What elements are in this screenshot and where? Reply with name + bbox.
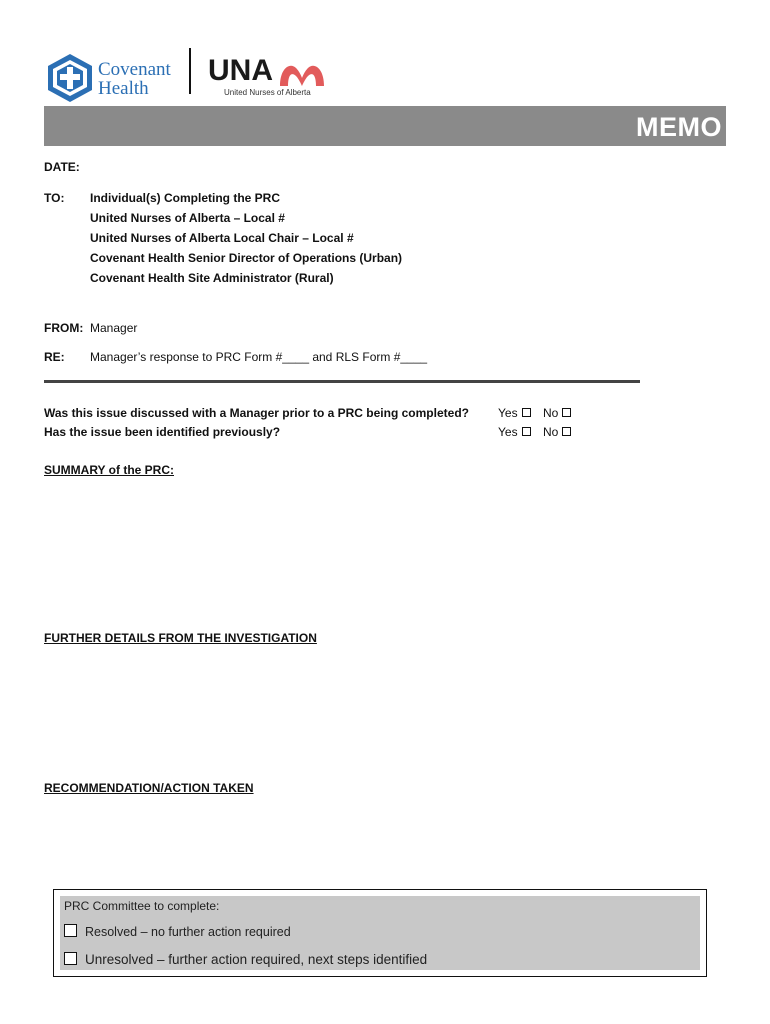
date-label: DATE:: [44, 160, 80, 174]
committee-option-unresolved[interactable]: [64, 952, 427, 967]
memo-banner: [44, 106, 726, 146]
to-recipient: United Nurses of Alberta – Local #: [90, 211, 285, 225]
to-recipient: Covenant Health Site Administrator (Rural): [90, 271, 334, 285]
committee-box: [53, 889, 707, 977]
no-label: No: [543, 406, 559, 420]
question-identified: Has the issue been identified previously?: [44, 425, 281, 439]
no-label: No: [543, 425, 559, 439]
memo-title: MEMO: [636, 112, 722, 142]
to-label: TO:: [44, 191, 65, 205]
una-wordmark: UNA: [208, 54, 273, 87]
logo-divider: [189, 48, 191, 94]
committee-heading: PRC Committee to complete:: [64, 899, 220, 913]
covenant-line2: Health: [98, 78, 149, 99]
horizontal-rule: [44, 380, 640, 383]
question-identified-no[interactable]: [543, 425, 571, 439]
yes-label: Yes: [498, 406, 518, 420]
una-heart-icon: [278, 58, 326, 88]
checkbox-icon[interactable]: [64, 924, 77, 937]
checkbox-icon[interactable]: [522, 427, 531, 436]
recommendation-heading: RECOMMENDATION/ACTION TAKEN: [44, 781, 254, 795]
question-discussed-yes[interactable]: [498, 406, 531, 420]
covenant-line1: Covenant: [98, 59, 171, 80]
yes-label: Yes: [498, 425, 518, 439]
checkbox-icon[interactable]: [562, 427, 571, 436]
option-label: Unresolved – further action required, next steps identified: [85, 952, 428, 967]
summary-heading: SUMMARY of the PRC:: [44, 463, 174, 477]
to-recipient: Individual(s) Completing the PRC: [90, 191, 281, 205]
from-label: FROM:: [44, 321, 84, 335]
to-recipient: Covenant Health Senior Director of Operations (Urban): [90, 251, 403, 265]
to-recipient-list: [90, 188, 402, 288]
re-value: Manager’s response to PRC Form #____ and RLS Form #____: [90, 350, 428, 364]
re-label: RE:: [44, 350, 65, 364]
checkbox-icon[interactable]: [522, 408, 531, 417]
checkbox-icon[interactable]: [64, 952, 77, 965]
committee-option-resolved[interactable]: [64, 925, 291, 939]
to-recipient: United Nurses of Alberta Local Chair – Local #: [90, 231, 354, 245]
question-discussed-no[interactable]: [543, 406, 571, 420]
covenant-health-logo: [44, 52, 96, 104]
question-identified-yes[interactable]: [498, 425, 531, 439]
details-heading: FURTHER DETAILS FROM THE INVESTIGATION: [44, 631, 317, 645]
una-subtitle: United Nurses of Alberta: [224, 88, 311, 97]
option-label: Resolved – no further action required: [85, 925, 291, 939]
from-value: Manager: [90, 321, 138, 335]
question-discussed: Was this issue discussed with a Manager prior to a PRC being completed?: [44, 406, 469, 420]
checkbox-icon[interactable]: [562, 408, 571, 417]
covenant-health-wordmark: [98, 60, 171, 98]
